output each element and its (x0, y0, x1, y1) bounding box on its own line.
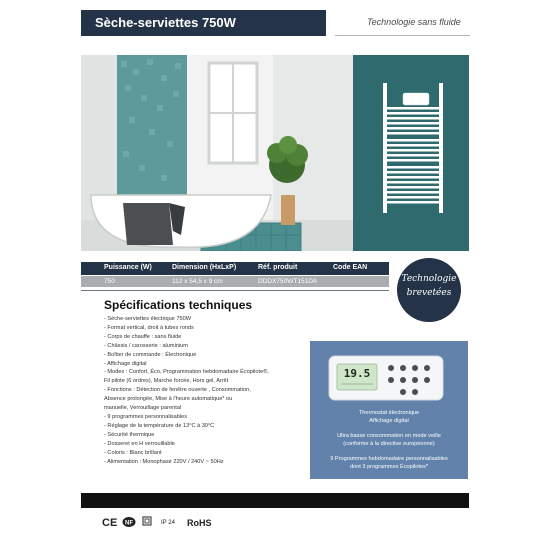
feature-veille-line-1: Ultra basse consommation en mode veille (337, 433, 441, 439)
spec-item: - Sèche-serviettes électrique 750W (104, 316, 192, 322)
spec-item: - Alimentation : Monophasé 220V / 240V ~ 50Hz (104, 458, 224, 465)
ce-mark-icon: CE (102, 517, 118, 529)
spec-item: - Boîtier de commande : Électronique (104, 351, 197, 358)
spec-item: - Affichage digital (104, 360, 147, 367)
svg-text:NF: NF (125, 520, 133, 527)
feature-veille-line-2: (conforme à la directive européenne) (343, 441, 435, 447)
product-photo (81, 55, 469, 251)
page-title: Sèche-serviettes 750W (95, 15, 236, 30)
cell-ref: DDDX750WT151DA (258, 278, 318, 285)
cell-dimension: 112 x 54,5 x 9 cm (172, 278, 223, 285)
spec-item: manuelle, Verrouillage parental (104, 405, 182, 412)
header-divider (335, 35, 470, 36)
spec-item: - Châssis / carosserie : aluminium (104, 342, 188, 349)
column-header-ean: Code EAN (333, 264, 368, 271)
spec-item: - Coloris : Blanc brillant (104, 449, 162, 456)
footer-bar (81, 493, 469, 508)
spec-item: - Corps de chauffe : sans fluide (104, 333, 182, 340)
thermostat-control-illustration (327, 352, 445, 404)
spec-item: - Dosseret en H verrouillable (104, 440, 175, 447)
spec-item: - Fonctions : Détection de fenêtre ouverte , Consommation, (104, 387, 251, 394)
spec-item: - Format vertical, droit à tubes ronds (104, 324, 194, 331)
thermostat-display-text: 19.5 (343, 367, 371, 380)
thermostat-caption-2: Affichage digital (369, 418, 409, 424)
feature-programs-line-2: dont 3 programmes Écopilotes* (349, 464, 429, 470)
bathroom-scene-illustration (81, 55, 469, 251)
spec-table-row (81, 276, 389, 287)
thermostat-image (327, 352, 445, 404)
spec-item: - Sécurité thermique (104, 431, 155, 438)
badge-line-1: Technologie (401, 274, 457, 284)
header-tagline: Technologie sans fluide (367, 17, 461, 27)
spec-item: - Modes : Confort, Éco, Programmation hebdomadaire Écopilote®, (104, 369, 269, 376)
thermostat-caption-1: Thermostat électronique (358, 410, 420, 416)
badge-line-2: brevetées (406, 288, 452, 298)
nf-certification-icon (122, 516, 136, 528)
specs-title: Spécifications techniques (104, 298, 253, 312)
class-ii-icon (142, 516, 152, 527)
column-header-power: Puissance (W) (104, 264, 152, 271)
column-header-dimension: Dimension (HxLxP) (172, 264, 237, 271)
table-divider (81, 290, 389, 291)
spec-item: - Réglage de la température de 13°C à 30°C (104, 422, 215, 429)
column-header-ref: Réf. produit (258, 264, 298, 271)
feature-programs-line-1: 9 Programmes hebdomadaire personnalisables (330, 456, 448, 462)
spec-item: Absence prolongée, Mise à l'heure automatique* ou (104, 396, 233, 403)
cell-power: 750 (104, 278, 115, 285)
rohs-mark: RoHS (187, 518, 212, 528)
spec-item: Fil pilote (6 ordres), Marche forcée, Hors gel, Arrêt (104, 378, 229, 385)
spec-item: - 9 programmes personnalisables (104, 413, 188, 420)
specs-list (104, 315, 302, 466)
ip-rating: IP 24 (161, 520, 175, 526)
